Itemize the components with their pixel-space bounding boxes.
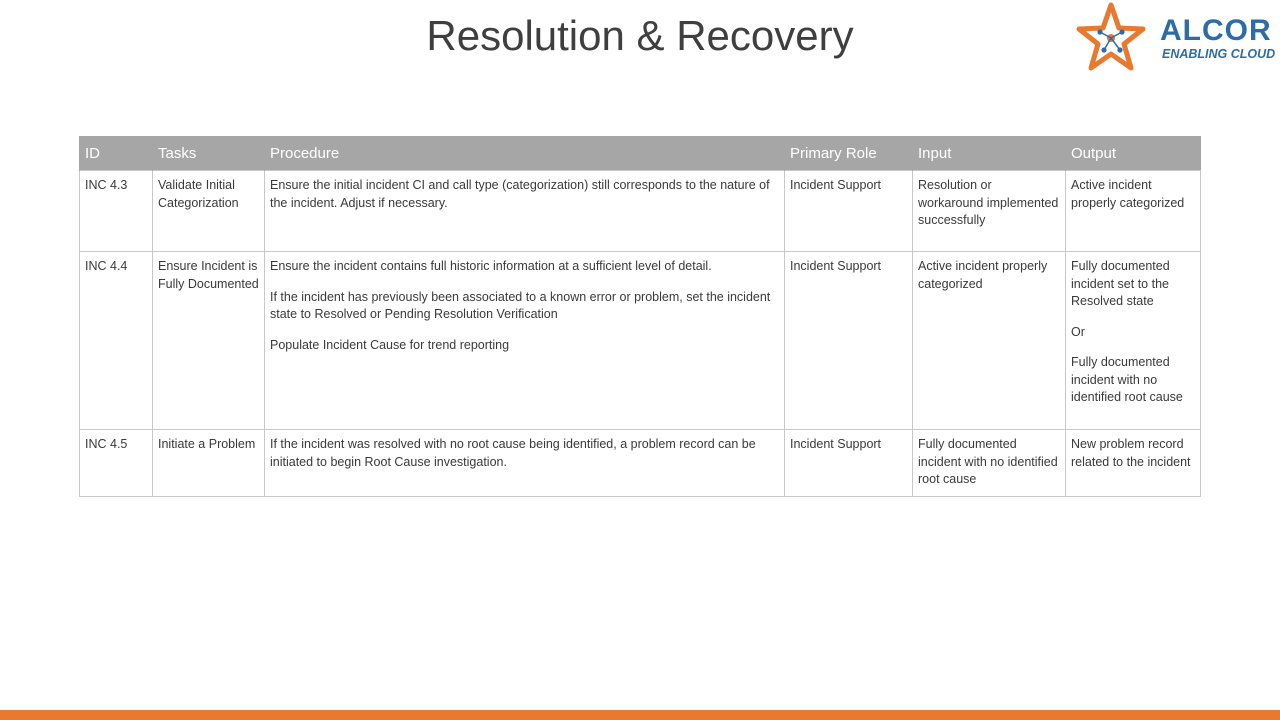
cell-role: Incident Support (785, 430, 913, 497)
cell-input: Fully documented incident with no identified root cause (913, 430, 1066, 497)
procedure-text: If the incident has previously been associated to a known error or problem, set the incident state to Resolved or Pending Resolution Verification (270, 289, 771, 321)
cell-role: Incident Support (785, 171, 913, 252)
procedure-text: Populate Incident Cause for trend reporting (270, 337, 510, 352)
header-primary-role: Primary Role (785, 136, 913, 171)
slide-title: Resolution & Recovery (426, 12, 854, 59)
cell-id: INC 4.5 (80, 430, 153, 497)
orange-star-network-icon (1076, 2, 1146, 74)
cell-task: Validate Initial Categorization (153, 171, 265, 252)
cell-id: INC 4.3 (80, 171, 153, 252)
table-header-row (80, 136, 1201, 171)
output-text: New problem record related to the incident (1071, 437, 1191, 469)
procedure-text: Ensure the incident contains full historic information at a sufficient level of detail. (270, 259, 712, 273)
cell-task: Ensure Incident is Fully Documented (153, 252, 265, 430)
header-tasks: Tasks (153, 136, 265, 171)
footer-accent-bar (0, 710, 1280, 720)
output-text: Fully documented incident with no identified root cause (1071, 355, 1183, 404)
table-row (80, 430, 1201, 497)
cell-role: Incident Support (785, 252, 913, 430)
cell-output (1066, 252, 1201, 430)
output-text: Or (1071, 324, 1085, 339)
cell-input: Active incident properly categorized (913, 252, 1066, 430)
cell-procedure (265, 252, 785, 430)
procedure-text: Ensure the initial incident CI and call type (categorization) still corresponds to the nature of the incident. Adjust if necessary. (270, 178, 770, 210)
header-procedure: Procedure (265, 136, 785, 171)
output-text: Active incident properly categorized (1071, 178, 1185, 210)
procedure-text: If the incident was resolved with no root cause being identified, a problem record can be initiated to begin Root Cause investigation. (270, 437, 756, 469)
cell-output (1066, 171, 1201, 252)
header-id: ID (80, 136, 153, 171)
output-text: Fully documented incident set to the Resolved state (1071, 259, 1170, 308)
header-output: Output (1066, 136, 1201, 171)
table-row (80, 252, 1201, 430)
process-table (79, 136, 1201, 497)
cell-output (1066, 430, 1201, 497)
cell-procedure (265, 171, 785, 252)
company-logo (1072, 0, 1280, 78)
cell-id: INC 4.4 (80, 252, 153, 430)
logo-tagline: ENABLING CLOUD (1162, 47, 1276, 61)
logo-brand-text: ALCOR (1160, 14, 1272, 47)
header-input: Input (913, 136, 1066, 171)
table-row (80, 171, 1201, 252)
cell-task: Initiate a Problem (153, 430, 265, 497)
cell-procedure (265, 430, 785, 497)
cell-input: Resolution or workaround implemented successfully (913, 171, 1066, 252)
